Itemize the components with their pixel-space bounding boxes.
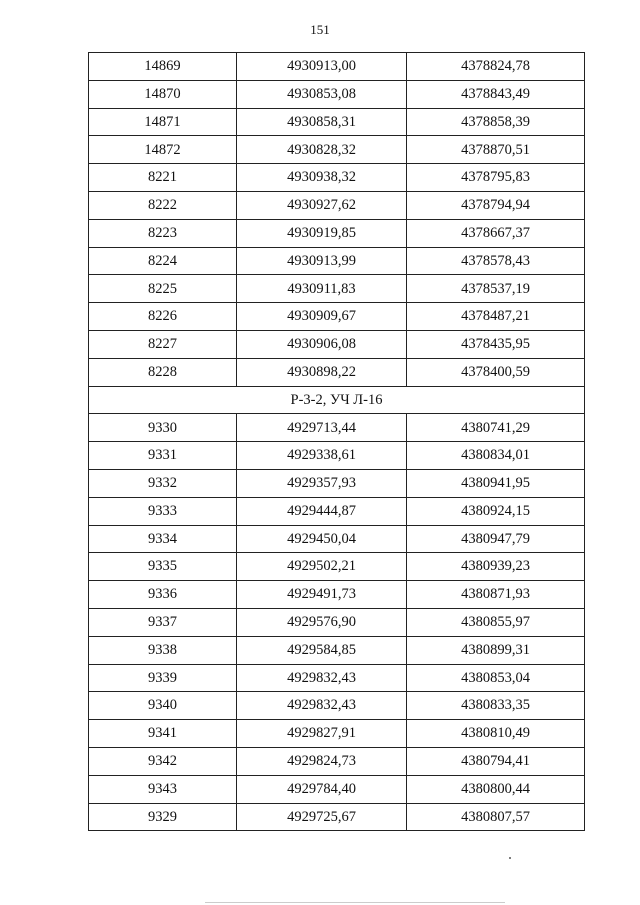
table-row <box>89 53 585 81</box>
y-coordinate-cell: 4380834,01 <box>407 442 585 470</box>
table-row <box>89 191 585 219</box>
y-coordinate-cell: 4380741,29 <box>407 414 585 442</box>
point-number-cell: 9337 <box>89 608 237 636</box>
y-coordinate-cell: 4380939,23 <box>407 553 585 581</box>
y-coordinate-cell: 4380794,41 <box>407 747 585 775</box>
y-coordinate-cell: 4378537,19 <box>407 275 585 303</box>
x-coordinate-cell: 4929450,04 <box>237 525 407 553</box>
point-number-cell: 8226 <box>89 303 237 331</box>
point-number-cell: 8224 <box>89 247 237 275</box>
table-row <box>89 720 585 748</box>
x-coordinate-cell: 4929784,40 <box>237 775 407 803</box>
point-number-cell: 14869 <box>89 53 237 81</box>
table-row <box>89 247 585 275</box>
x-coordinate-cell: 4929584,85 <box>237 636 407 664</box>
table-row <box>89 747 585 775</box>
point-number-cell: 14871 <box>89 108 237 136</box>
x-coordinate-cell: 4930909,67 <box>237 303 407 331</box>
x-coordinate-cell: 4929357,93 <box>237 469 407 497</box>
x-coordinate-cell: 4929824,73 <box>237 747 407 775</box>
x-coordinate-cell: 4930858,31 <box>237 108 407 136</box>
y-coordinate-cell: 4378795,83 <box>407 164 585 192</box>
table-row <box>89 608 585 636</box>
x-coordinate-cell: 4929832,43 <box>237 692 407 720</box>
x-coordinate-cell: 4930938,32 <box>237 164 407 192</box>
table-row <box>89 636 585 664</box>
point-number-cell: 8228 <box>89 358 237 386</box>
point-number-cell: 9334 <box>89 525 237 553</box>
section-title: Р-3-2, УЧ Л-16 <box>89 386 585 414</box>
x-coordinate-cell: 4929338,61 <box>237 442 407 470</box>
coordinates-table <box>88 52 585 831</box>
y-coordinate-cell: 4380810,49 <box>407 720 585 748</box>
y-coordinate-cell: 4380855,97 <box>407 608 585 636</box>
table-row <box>89 108 585 136</box>
table-row <box>89 553 585 581</box>
point-number-cell: 14872 <box>89 136 237 164</box>
table-row <box>89 330 585 358</box>
point-number-cell: 9331 <box>89 442 237 470</box>
x-coordinate-cell: 4930828,32 <box>237 136 407 164</box>
table-row <box>89 775 585 803</box>
x-coordinate-cell: 4929713,44 <box>237 414 407 442</box>
y-coordinate-cell: 4378858,39 <box>407 108 585 136</box>
point-number-cell: 9342 <box>89 747 237 775</box>
point-number-cell: 8221 <box>89 164 237 192</box>
table-row <box>89 164 585 192</box>
y-coordinate-cell: 4380947,79 <box>407 525 585 553</box>
y-coordinate-cell: 4380941,95 <box>407 469 585 497</box>
table-row <box>89 469 585 497</box>
x-coordinate-cell: 4929576,90 <box>237 608 407 636</box>
x-coordinate-cell: 4929725,67 <box>237 803 407 831</box>
table-row <box>89 414 585 442</box>
y-coordinate-cell: 4380924,15 <box>407 497 585 525</box>
table-row <box>89 303 585 331</box>
point-number-cell: 9333 <box>89 497 237 525</box>
point-number-cell: 9340 <box>89 692 237 720</box>
point-number-cell: 9329 <box>89 803 237 831</box>
point-number-cell: 9339 <box>89 664 237 692</box>
point-number-cell: 8227 <box>89 330 237 358</box>
point-number-cell: 9338 <box>89 636 237 664</box>
y-coordinate-cell: 4378487,21 <box>407 303 585 331</box>
y-coordinate-cell: 4380899,31 <box>407 636 585 664</box>
table-row <box>89 80 585 108</box>
section-row <box>89 386 585 414</box>
x-coordinate-cell: 4929832,43 <box>237 664 407 692</box>
y-coordinate-cell: 4378824,78 <box>407 53 585 81</box>
scan-dot <box>509 857 511 859</box>
table-row <box>89 275 585 303</box>
table-row <box>89 525 585 553</box>
table-row <box>89 664 585 692</box>
coordinates-table-body <box>89 53 585 831</box>
scan-edge-line <box>205 902 505 903</box>
x-coordinate-cell: 4930906,08 <box>237 330 407 358</box>
y-coordinate-cell: 4380800,44 <box>407 775 585 803</box>
y-coordinate-cell: 4380807,57 <box>407 803 585 831</box>
y-coordinate-cell: 4378794,94 <box>407 191 585 219</box>
point-number-cell: 9336 <box>89 581 237 609</box>
y-coordinate-cell: 4380833,35 <box>407 692 585 720</box>
point-number-cell: 8222 <box>89 191 237 219</box>
point-number-cell: 9330 <box>89 414 237 442</box>
table-row <box>89 358 585 386</box>
y-coordinate-cell: 4380871,93 <box>407 581 585 609</box>
point-number-cell: 8225 <box>89 275 237 303</box>
y-coordinate-cell: 4378400,59 <box>407 358 585 386</box>
y-coordinate-cell: 4378843,49 <box>407 80 585 108</box>
x-coordinate-cell: 4930927,62 <box>237 191 407 219</box>
y-coordinate-cell: 4378435,95 <box>407 330 585 358</box>
point-number-cell: 14870 <box>89 80 237 108</box>
point-number-cell: 9335 <box>89 553 237 581</box>
x-coordinate-cell: 4929491,73 <box>237 581 407 609</box>
x-coordinate-cell: 4930911,83 <box>237 275 407 303</box>
table-row <box>89 219 585 247</box>
table-row <box>89 581 585 609</box>
x-coordinate-cell: 4930853,08 <box>237 80 407 108</box>
x-coordinate-cell: 4929444,87 <box>237 497 407 525</box>
x-coordinate-cell: 4930919,85 <box>237 219 407 247</box>
point-number-cell: 8223 <box>89 219 237 247</box>
table-row <box>89 497 585 525</box>
y-coordinate-cell: 4378870,51 <box>407 136 585 164</box>
y-coordinate-cell: 4378667,37 <box>407 219 585 247</box>
y-coordinate-cell: 4380853,04 <box>407 664 585 692</box>
x-coordinate-cell: 4930913,99 <box>237 247 407 275</box>
table-row <box>89 442 585 470</box>
point-number-cell: 9343 <box>89 775 237 803</box>
y-coordinate-cell: 4378578,43 <box>407 247 585 275</box>
table-row <box>89 136 585 164</box>
page-number: 151 <box>310 22 330 37</box>
point-number-cell: 9341 <box>89 720 237 748</box>
table-row <box>89 692 585 720</box>
table-row <box>89 803 585 831</box>
x-coordinate-cell: 4930913,00 <box>237 53 407 81</box>
x-coordinate-cell: 4929827,91 <box>237 720 407 748</box>
x-coordinate-cell: 4929502,21 <box>237 553 407 581</box>
point-number-cell: 9332 <box>89 469 237 497</box>
x-coordinate-cell: 4930898,22 <box>237 358 407 386</box>
